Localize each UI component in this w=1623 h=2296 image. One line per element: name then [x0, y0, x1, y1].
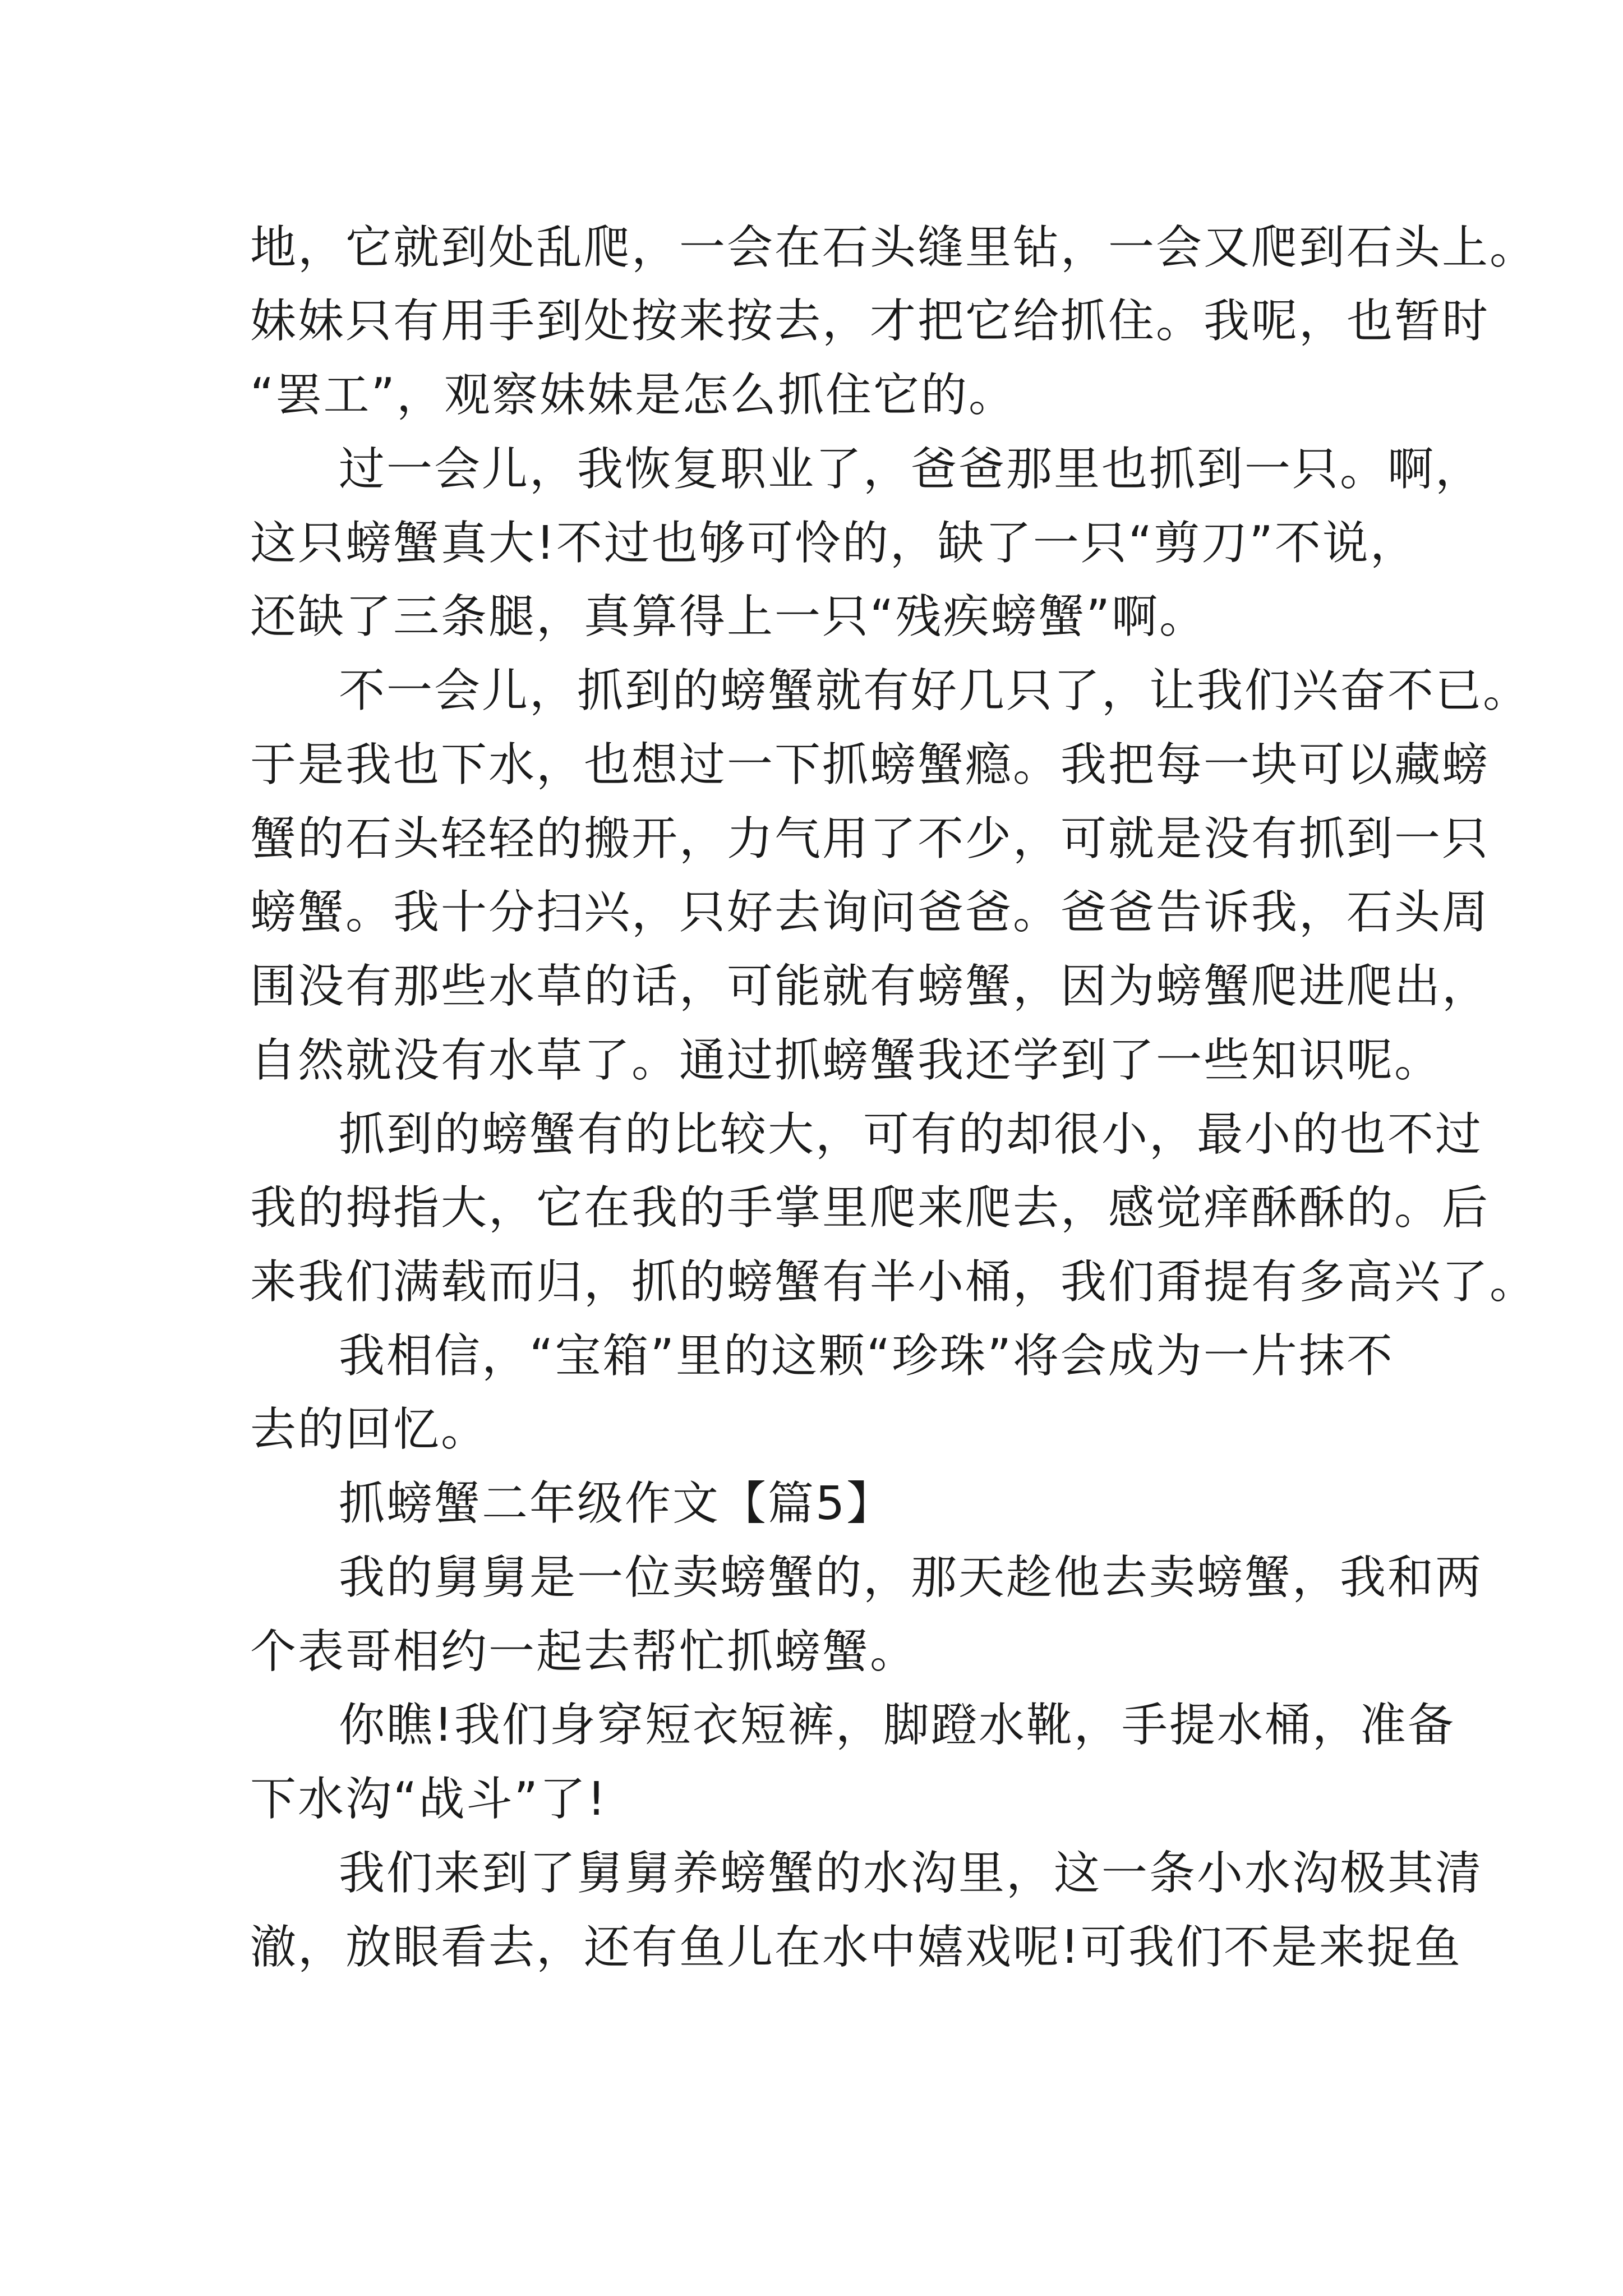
text-line: 我的拇指大，它在我的手掌里爬来爬去，感觉痒酥酥的。后: [250, 1181, 1490, 1235]
text-line: 还缺了三条腿，真算得上一只“残疾螃蟹”啊。: [250, 590, 1207, 643]
text-line: 去的回忆。: [250, 1403, 489, 1456]
text-line: 个表哥相约一起去帮忙抓螃蟹。: [250, 1625, 918, 1678]
paragraph-first-line: 过一会儿，我恢复职业了，爸爸那里也抓到一只。啊，: [339, 443, 1483, 496]
text-line: 围没有那些水草的话，可能就有螃蟹，因为螃蟹爬进爬出，: [250, 960, 1490, 1013]
paragraph-first-line: 我的舅舅是一位卖螃蟹的，那天趁他去卖螃蟹，我和两: [339, 1551, 1483, 1604]
paragraph-first-line: 你瞧!我们身穿短衣短裤，脚蹬水靴，手提水桶，准备: [339, 1699, 1455, 1752]
text-line: 澈，放眼看去，还有鱼儿在水中嬉戏呢!可我们不是来捉鱼: [250, 1921, 1462, 1974]
text-line: 自然就没有水草了。通过抓螃蟹我还学到了一些知识呢。: [250, 1034, 1442, 1087]
text-line: “罢工”，观察妹妹是怎么抓住它的。: [250, 369, 1016, 422]
paragraph-first-line: 抓到的螃蟹有的比较大，可有的却很小，最小的也不过: [339, 1108, 1483, 1161]
text-line: 于是我也下水，也想过一下抓螃蟹瘾。我把每一块可以藏螃: [250, 738, 1490, 792]
text-line: 地，它就到处乱爬，一会在石头缝里钻，一会又爬到石头上。: [250, 221, 1538, 274]
text-line: 下水沟“战斗”了!: [250, 1773, 607, 1826]
section-heading: 抓螃蟹二年级作文【篇5】: [339, 1477, 895, 1530]
text-line: 蟹的石头轻轻的搬开，力气用了不少，可就是没有抓到一只: [250, 812, 1490, 866]
paragraph-first-line: 我相信，“宝箱”里的这颗“珍珠”将会成为一片抹不: [339, 1329, 1394, 1383]
text-line: 螃蟹。我十分扫兴，只好去询问爸爸。爸爸告诉我，石头周: [250, 886, 1490, 939]
text-line: 妹妹只有用手到处按来按去，才把它给抓住。我呢，也暂时: [250, 295, 1490, 348]
text-line: 这只螃蟹真大!不过也够可怜的，缺了一只“剪刀”不说，: [250, 517, 1418, 570]
text-line: 来我们满载而归，抓的螃蟹有半小桶，我们甭提有多高兴了。: [250, 1255, 1538, 1309]
paragraph-first-line: 不一会儿，抓到的螃蟹就有好几只了，让我们兴奋不已。: [339, 664, 1531, 717]
paragraph-first-line: 我们来到了舅舅养螃蟹的水沟里，这一条小水沟极其清: [339, 1847, 1483, 1900]
